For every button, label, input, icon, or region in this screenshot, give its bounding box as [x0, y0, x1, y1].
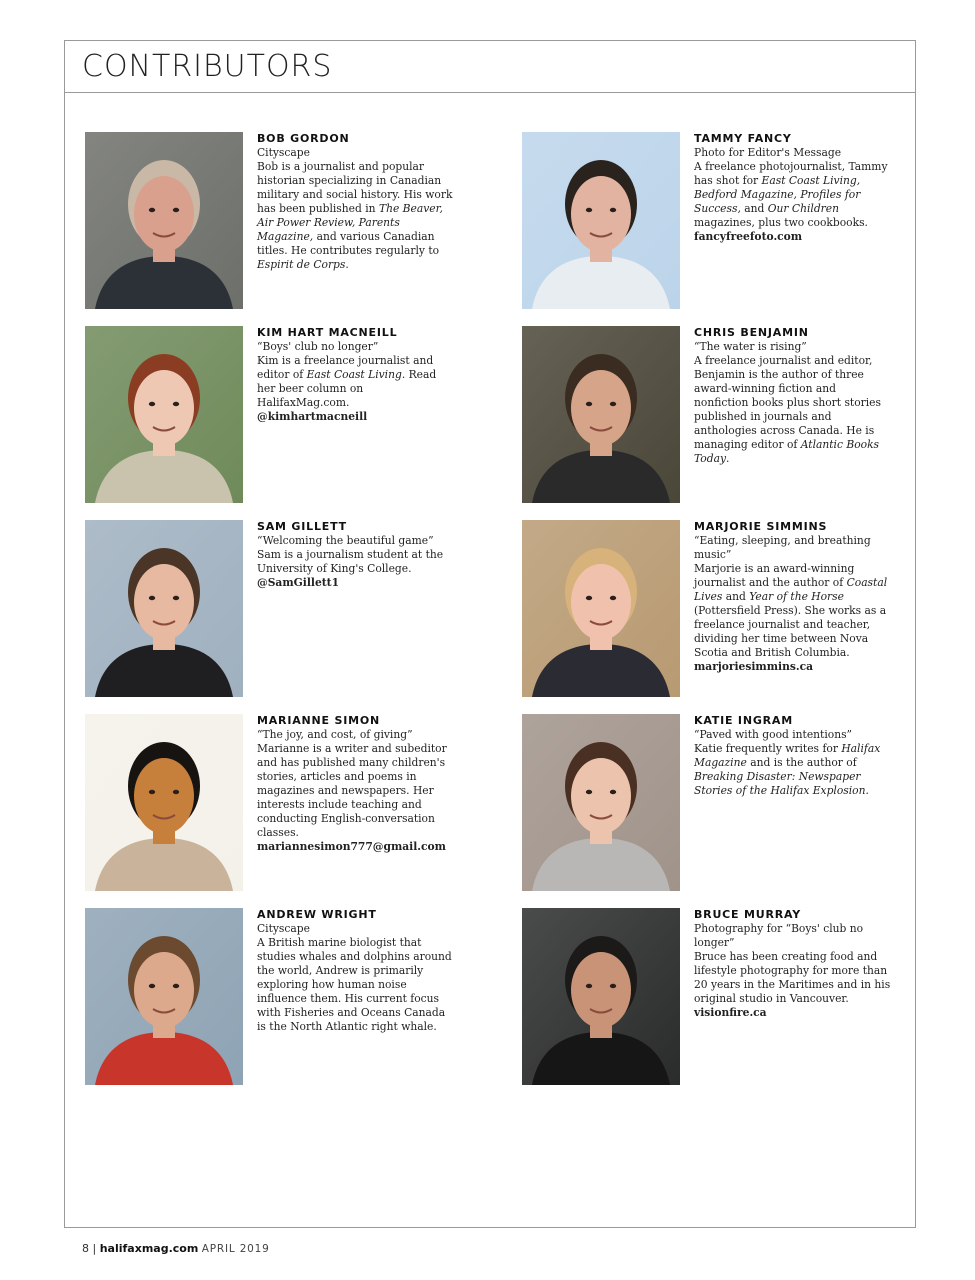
contributor-photo — [522, 908, 680, 1085]
contributor-card-kim-hart-macneill — [85, 326, 495, 504]
contributor-name: KATIE INGRAM — [694, 714, 793, 727]
contributor-description: Bob is a journalist and popular historian specializing in Canadian military and social history. His work has been published in The Beaver, Air Power Review, Parents Magazine, and various Canadian titles. He contributes regularly to Espirit de Corps. — [257, 160, 453, 271]
contributor-card-marjorie-simmins — [522, 520, 932, 698]
portrait-illustration — [522, 714, 680, 891]
contributor-link[interactable]: @SamGillett1 — [257, 576, 340, 589]
portrait-illustration — [85, 714, 243, 891]
contributor-card-tammy-fancy — [522, 132, 932, 310]
contributor-photo — [85, 908, 243, 1085]
contributor-name: MARJORIE SIMMINS — [694, 520, 828, 533]
contributor-story: “The joy, and cost, of giving” — [257, 728, 413, 741]
contributor-description: Kim is a freelance journalist and editor of East Coast Living. Read her beer column on HalifaxMag.com. @kimhartmacneill — [257, 354, 437, 423]
contributor-name: CHRIS BENJAMIN — [694, 326, 809, 339]
page-number: 8 — [82, 1242, 89, 1255]
contributor-description: Katie frequently writes for Halifax Magazine and is the author of Breaking Disaster: Newspaper Stories of the Halifax Explosion. — [694, 742, 881, 797]
contributor-photo — [85, 326, 243, 503]
contributor-bio — [257, 714, 455, 854]
contributor-link[interactable]: mariannesimon777@gmail.com — [257, 840, 446, 853]
contributor-description: Sam is a journalism student at the University of King's College. @SamGillett1 — [257, 548, 444, 589]
contributor-bio — [694, 908, 892, 1020]
contributor-name: BRUCE MURRAY — [694, 908, 802, 921]
contributor-card-sam-gillett — [85, 520, 495, 698]
contributor-description: Bruce has been creating food and lifestyle photography for more than 20 years in the Maritimes and in his original studio in Vancouver. visionfire.ca — [694, 950, 891, 1019]
issue-date: APRIL 2019 — [201, 1243, 270, 1255]
contributor-bio — [694, 132, 892, 244]
contributor-card-chris-benjamin — [522, 326, 932, 504]
contributor-bio — [257, 520, 455, 590]
contributor-photo — [85, 714, 243, 891]
contributor-photo — [522, 326, 680, 503]
portrait-illustration — [85, 520, 243, 697]
contributor-story: “Welcoming the beautiful game” — [257, 534, 434, 547]
contributor-story: Photography for “Boys' club no longer” — [694, 922, 864, 949]
contributor-story: Cityscape — [257, 922, 310, 935]
contributor-bio — [257, 326, 455, 424]
contributor-name: SAM GILLETT — [257, 520, 347, 533]
contributor-photo — [522, 132, 680, 309]
portrait-illustration — [85, 908, 243, 1085]
contributor-story: Cityscape — [257, 146, 310, 159]
contributor-bio — [257, 132, 455, 272]
contributor-name: MARIANNE SIMON — [257, 714, 381, 727]
contributor-photo — [85, 132, 243, 309]
contributor-link[interactable]: @kimhartmacneill — [257, 410, 368, 423]
contributor-photo — [85, 520, 243, 697]
contributor-bio — [694, 714, 892, 798]
contributor-card-bob-gordon — [85, 132, 495, 310]
portrait-illustration — [522, 908, 680, 1085]
contributor-name: ANDREW WRIGHT — [257, 908, 377, 921]
contributor-card-marianne-simon — [85, 714, 495, 892]
contributor-card-bruce-murray — [522, 908, 932, 1086]
portrait-illustration — [85, 326, 243, 503]
portrait-illustration — [522, 132, 680, 309]
contributor-link[interactable]: fancyfreefoto.com — [694, 230, 803, 243]
contributor-link[interactable]: marjoriesimmins.ca — [694, 660, 814, 673]
contributor-story: “Eating, sleeping, and breathing music” — [694, 534, 871, 561]
contributor-photo — [522, 520, 680, 697]
header-divider — [65, 92, 915, 93]
footer-separator: | — [92, 1242, 97, 1255]
page-footer — [82, 1242, 270, 1255]
contributor-photo — [522, 714, 680, 891]
site-link[interactable]: halifaxmag.com — [99, 1242, 199, 1255]
contributor-link[interactable]: visionfire.ca — [694, 1006, 767, 1019]
contributor-description: A British marine biologist that studies whales and dolphins around the world, Andrew is primarily exploring how human noise influence them. His current focus with Fisheries and Oceans Canada is the North Atlantic right whale. — [257, 936, 452, 1033]
contributor-description: A freelance photojournalist, Tammy has shot for East Coast Living, Bedford Magazine, Profiles for Success, and Our Children magazines, plus two cookbooks. fancyfreefoto.com — [694, 160, 888, 243]
contributor-name: BOB GORDON — [257, 132, 350, 145]
contributor-description: Marianne is a writer and subeditor and has published many children's stories, articles and poems in magazines and newspapers. Her interests include teaching and conducting English-conversation classes. mariannesimon777@gmail.com — [257, 742, 447, 853]
page-title: CONTRIBUTORS — [82, 49, 333, 84]
contributor-name: TAMMY FANCY — [694, 132, 792, 145]
contributor-story: “Boys' club no longer” — [257, 340, 379, 353]
contributor-card-andrew-wright — [85, 908, 495, 1086]
contributor-story: “Paved with good intentions” — [694, 728, 853, 741]
contributor-bio — [257, 908, 455, 1034]
contributor-story: “The water is rising” — [694, 340, 807, 353]
contributor-card-katie-ingram — [522, 714, 932, 892]
portrait-illustration — [85, 132, 243, 309]
contributor-bio — [694, 520, 892, 674]
contributor-bio — [694, 326, 892, 466]
contributor-description: Marjorie is an award-winning journalist and the author of Coastal Lives and Year of the Horse (Pottersfield Press). She works as a freelance journalist and teacher, dividing her time between Nova Scotia and British Columbia. marjoriesimmins.ca — [694, 562, 888, 673]
portrait-illustration — [522, 326, 680, 503]
portrait-illustration — [522, 520, 680, 697]
contributor-name: KIM HART MACNEILL — [257, 326, 398, 339]
contributor-story: Photo for Editor's Message — [694, 146, 842, 159]
contributor-description: A freelance journalist and editor, Benjamin is the author of three award-winning fiction and nonfiction books plus short stories published in journals and anthologies across Canada. He is managing editor of Atlantic Books Today. — [694, 354, 881, 465]
